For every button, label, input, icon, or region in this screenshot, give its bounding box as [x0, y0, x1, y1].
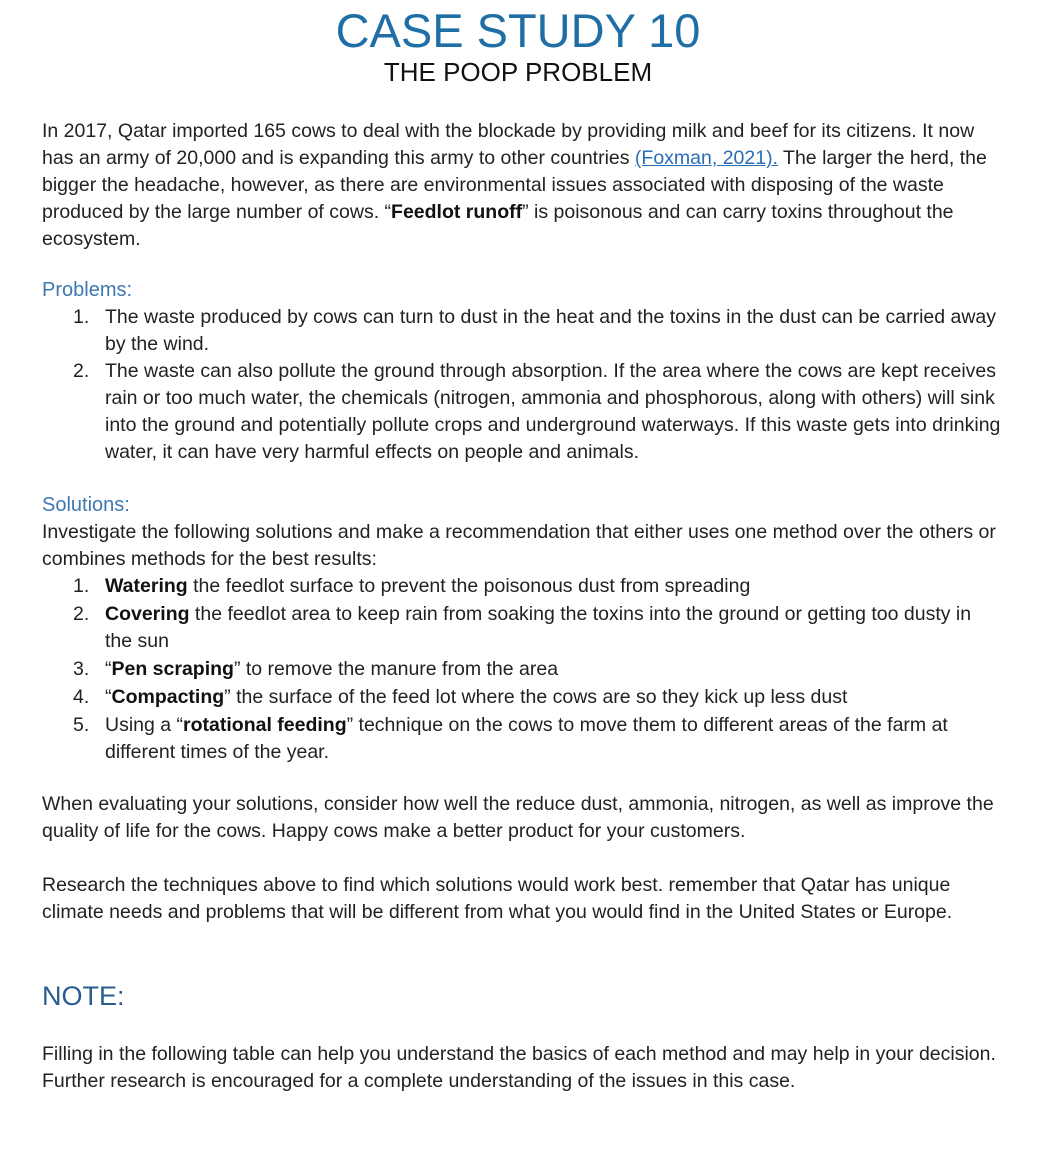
list-item-text: the feedlot area to keep rain from soaking the toxins into the ground or getting too dusty in the sun [105, 603, 972, 652]
list-number: 1. [73, 575, 90, 597]
solution-term: rotational feeding [183, 714, 347, 736]
problems-list [42, 304, 1002, 466]
list-item [42, 684, 1002, 711]
intro-text-3: ” is poisonous and can carry toxins throughout the ecosystem. [42, 201, 954, 250]
citation-link[interactable]: (Foxman, 2021). [634, 147, 778, 169]
list-item-text: the feedlot surface to prevent the poisonous dust from spreading [187, 575, 751, 597]
list-item-text: The waste produced by cows can turn to dust in the heat and the toxins in the dust can be carried away by the wind. [105, 306, 997, 355]
feedlot-runoff-term: Feedlot runoff [391, 201, 523, 223]
list-number: 5. [73, 714, 90, 736]
list-item [42, 358, 1002, 466]
intro-text-1: In 2017, Qatar imported 165 cows to deal with the blockade by providing milk and beef for its citizens. It now has an army of 20,000 and is expanding this army to other countries [42, 120, 975, 169]
solutions-intro: Investigate the following solutions and make a recommendation that either uses one method over the others or combines methods for the best results: [42, 521, 996, 570]
note-paragraph: Filling in the following table can help you understand the basics of each method and may help in your decision. Further research is encouraged for a complete understanding of the issues in this case. [42, 1043, 996, 1092]
list-item-text: ” the surface of the feed lot where the cows are so they kick up less dust [224, 686, 848, 708]
list-item-text: ” to remove the manure from the area [233, 658, 559, 680]
solutions-list [42, 573, 1002, 767]
list-item [42, 601, 1002, 655]
evaluation-paragraph: When evaluating your solutions, consider how well the reduce dust, ammonia, nitrogen, as well as improve the quality of life for the cows. Happy cows make a better product for your customers. [42, 793, 994, 842]
list-item [42, 304, 1002, 358]
list-number: 4. [73, 686, 90, 708]
list-item-pre: Using a “ [105, 714, 184, 736]
page-subtitle: THE POOP PROBLEM [383, 57, 653, 87]
solution-term: Covering [105, 603, 190, 625]
list-item [42, 573, 1002, 600]
list-item-pre: “ [105, 658, 112, 680]
list-number: 2. [73, 603, 90, 625]
list-item [42, 712, 1002, 766]
page-title: CASE STUDY 10 [335, 4, 701, 57]
list-item-text: The waste can also pollute the ground through absorption. If the area where the cows are kept receives rain or too much water, the chemicals (nitrogen, ammonia and phosphorous, along with others) will sink into the ground and potentially pollute crops and underground waterways. If this waste gets into drinking water, it can have very harmful effects on people and animals. [105, 360, 1001, 463]
research-paragraph: Research the techniques above to find which solutions would work best. remember that Qatar has unique climate needs and problems that will be different from what you would find in the United States or Europe. [42, 874, 953, 923]
solutions-heading: Solutions: [42, 494, 130, 516]
solution-term: Watering [105, 575, 188, 597]
problems-heading: Problems: [42, 279, 133, 301]
intro-paragraph [42, 118, 1002, 253]
list-item-text: ” technique on the cows to move them to different areas of the farm at different times of the year. [105, 714, 948, 763]
list-number: 2. [73, 360, 90, 382]
list-item [42, 656, 1002, 683]
list-item-pre: “ [105, 686, 112, 708]
solution-term: Pen scraping [111, 658, 234, 680]
solution-term: Compacting [111, 686, 225, 708]
intro-text-2: The larger the herd, the bigger the headache, however, as there are environmental issues associated with disposing of the waste produced by the large number of cows. “ [42, 147, 987, 223]
note-heading: NOTE: [42, 981, 125, 1011]
list-number: 3. [73, 658, 90, 680]
list-number: 1. [73, 306, 90, 328]
